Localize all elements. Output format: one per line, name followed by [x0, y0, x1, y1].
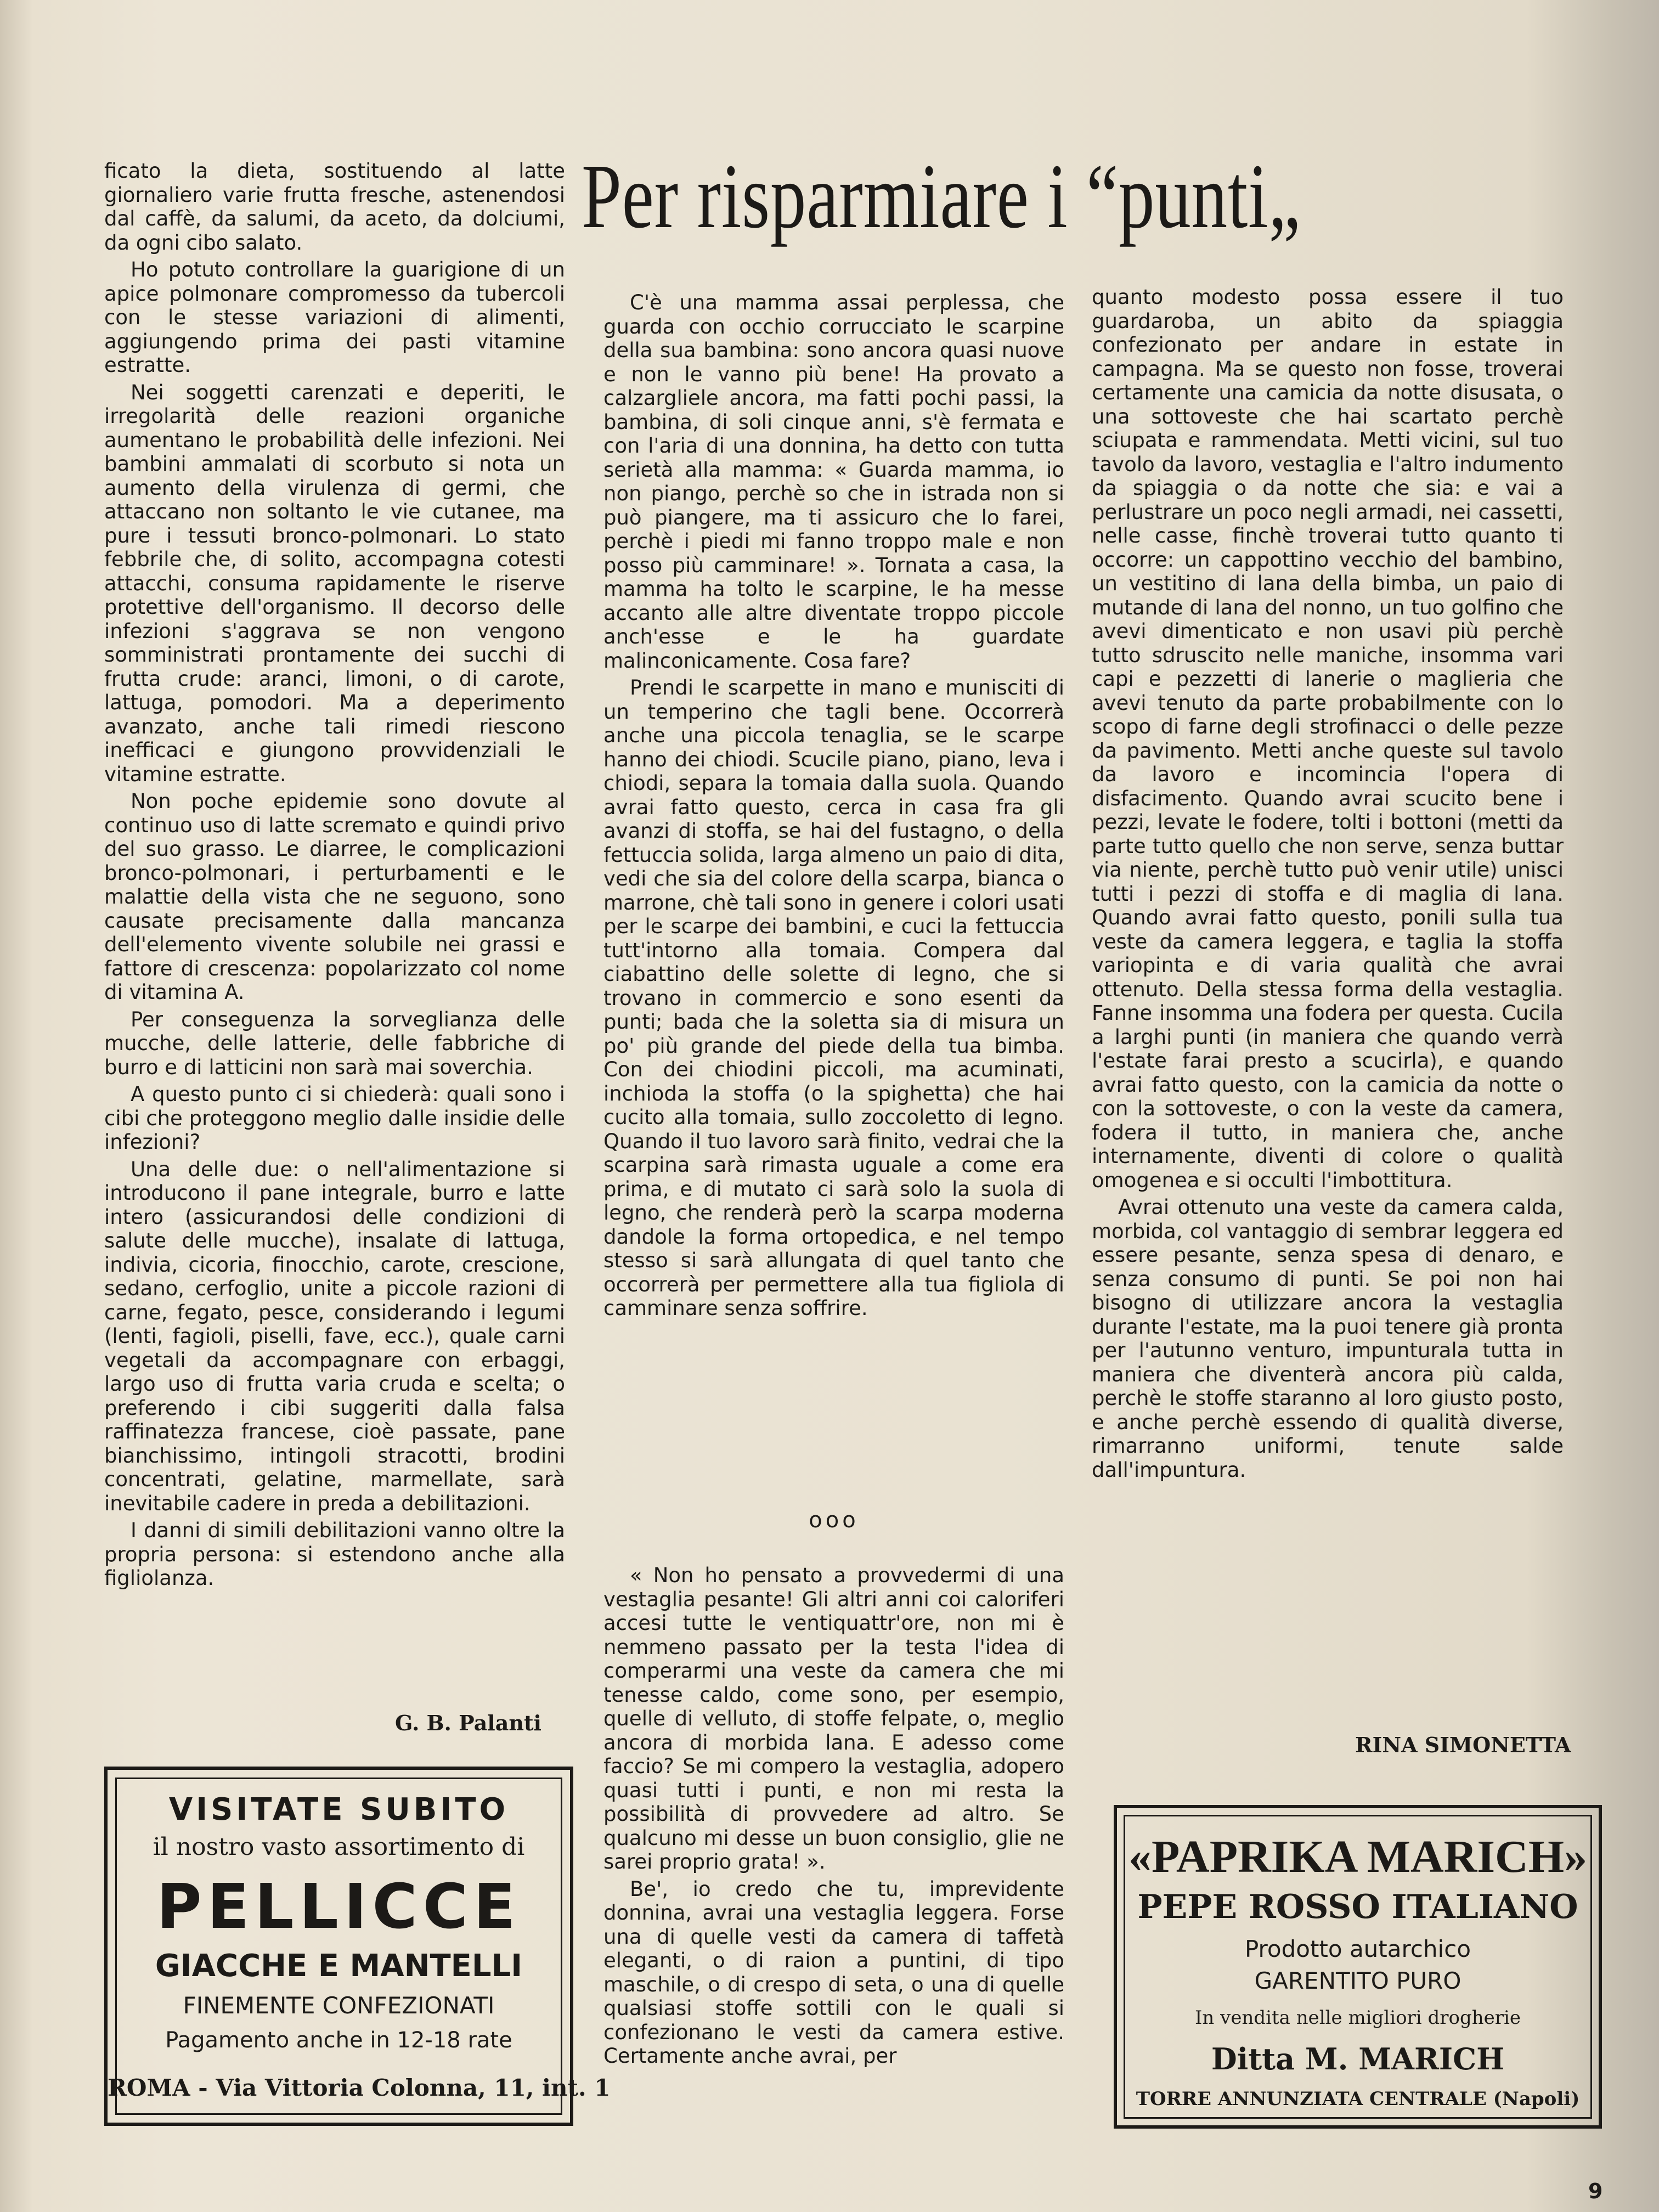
ad-address: ROMA - Via Vittoria Colonna, 11, int. 1: [108, 2074, 611, 2101]
section-separator: ooo: [809, 1508, 859, 1533]
paragraph: Nei soggetti carenzati e deperiti, le irregolarità delle reazioni organiche aumentano le probabilità delle infezioni. Nei bambini ammalati di scorbuto si nota un aumento della virulenza di germi, che attaccano non soltanto le vie cutanee, ma pure i tessuti bronco-polmonari. Lo stato febbrile che, di solito, accompagna cotesti attacchi, consuma rapidamente le riserve protettive dell'organismo. Il decorso delle infezioni s'aggrava se non vengono somministrati prontamente dei succhi di frutta crude: aranci, limoni, o di carote, lattuga, pomodori. Ma a deperimento avanzato, anche tali rimedi riescono inefficaci e giungono provvidenziali le vitamine estratte.: [104, 380, 565, 786]
paragraph: I danni di simili debilitazioni vanno oltre la propria persona: si estendono anche alla figliolanza.: [104, 1519, 565, 1590]
paragraph: Non poche epidemie sono dovute al continuo uso di latte scremato e quindi privo del suo grasso. Le diarree, le complicazioni bronco-polmonari, i perturbamenti e le malattie della vista che ne seguono, sono causate precisamente dalla mancanza dell'elemento vivente solubile nei grassi e fattore di crescenza: popolarizzato col nome di vitamina A.: [104, 789, 565, 1004]
paragraph: quanto modesto possa essere il tuo guardaroba, un abito da spiaggia confezionato per andare in estate in campagna. Ma se questo non fosse, troverai certamente una camicia da notte disusata, o una sottoveste che hai scartato perchè sciupata e rammendata. Metti vicini, sul tuo tavolo da lavoro, vestaglia e l'altro indumento da spiaggia o da notte che sia: e vai a perlustrare un poco negli armadi, nei cassetti, nelle casse, finchè troverai tutto quanto ti occorre: un cappottino vecchio del bambino, un vestitino di lana della bimba, un paio di mutande di lana del nonno, un tuo golfino che avevi dimenticato e non usavi più perchè tutto sdruscito nelle maniche, insomma vari capi e pezzetti di lanerie o maglieria che avevi tenuto da parte probabilmente con lo scopo di farne degli strofinacci o delle pezze da pavimento. Metti anche queste sul tavolo da lavoro e incomincia l'opera di disfacimento. Quando avrai scucito bene i pezzi, levate le fodere, tolti i bottoni (metti da parte tutto quello che non serve, senza buttar via niente, perchè tutto può venir utile) unisci tutti i pezzi di stoffa e di maglia di lana. Quando avrai fatto questo, ponili sulla tua veste da camera leggera, e taglia la stoffa variopinta e di varia qualità che avrai ottenuto. Della stessa forma della vestaglia. Fanne insomma una fodera per questa. Cucila a larghi punti (in maniera che quando verrà l'estate farai presto a scucirla), e quando avrai fatto questo, con la camicia da notte o con la sottoveste, o con la veste da camera, fodera il tutto, in maniera che, anche internamente, diventi di colore o qualità omogenea e si occulti l'imbottitura.: [1092, 285, 1564, 1192]
paragraph: A questo punto ci si chiederà: quali sono i cibi che proteggono meglio dalle insidie delle infezioni?: [104, 1082, 565, 1154]
paragraph: Ho potuto controllare la guarigione di un apice polmonare compromesso da tubercoli con le stesse variazioni di alimenti, aggiungendo prima dei pasti vitamine estratte.: [104, 258, 565, 377]
ad-quality: FINEMENTE CONFEZIONATI: [183, 1992, 495, 2019]
ad-subline: il nostro vasto assortimento di: [153, 1833, 525, 1861]
ad-product: PELLICCE: [156, 1871, 521, 1943]
ad-company: Ditta M. MARICH: [1211, 2041, 1505, 2076]
ad-address: TORRE ANNUNZIATA CENTRALE (Napoli): [1136, 2088, 1580, 2110]
author-signature: RINA SIMONETTA: [1355, 1733, 1571, 1757]
paprika-advertisement: [1114, 1805, 1602, 2129]
ad-products-secondary: GIACCHE E MANTELLI: [155, 1948, 523, 1984]
column-left: [104, 159, 565, 1590]
fur-advertisement: [104, 1767, 611, 2126]
ad-product: PEPE ROSSO ITALIANO: [1137, 1888, 1578, 1926]
ad-payment: Pagamento anche in 12-18 rate: [165, 2028, 512, 2053]
article-title: Per risparmiare i “punti„: [582, 145, 1301, 247]
column-middle: [603, 291, 1064, 1321]
ad-quality: GARENTITO PURO: [1254, 1967, 1462, 1994]
column-middle-lower: [603, 1564, 1064, 2068]
paragraph: Una delle due: o nell'alimentazione si introducono il pane integrale, burro e latte intero (assicurandosi delle condizioni di salute delle mucche), insalate di lattuga, indivia, cicoria, finocchio, carote, crescione, sedano, cerfoglio, unite a piccole razioni di carne, fegato, pesce, considerando i legumi (lenti, fagioli, piselli, fave, ecc.), quale carni vegetali da accompagnare con erbaggi, largo uso di frutta varia cruda e scelta; o preferendo i cibi suggeriti dalla falsa raffinatezza francese, cioè passate, pane bianchissimo, intingoli stracotti, brodini concentrati, gelatine, marmellate, sarà inevitabile cadere in preda a debilitazioni.: [104, 1157, 565, 1515]
author-signature: G. B. Palanti: [395, 1711, 541, 1735]
ad-headline: VISITATE SUBITO: [168, 1792, 509, 1827]
page-number: 9: [1588, 2179, 1603, 2203]
paragraph: Prendi le scarpette in mano e munisciti di un temperino che tagli bene. Occorrerà anche una piccola tenaglia, se le scarpe hanno dei chiodi. Scucile piano, piano, leva i chiodi, separa la tomaia dalla suola. Quando avrai fatto questo, cerca in casa fra gli avanzi di stoffa, se hai del fustagno, o della fettuccia solida, larga almeno un paio di dita, vedi che sia del colore della scarpa, bianca o marrone, chè tali sono in genere i colori usati per le scarpe dei bambini, e cuci la fettuccia tutt'intorno alla tomaia. Compera dal ciabattino delle solette di legno, che si trovano in commercio e sono esenti da punti; bada che la soletta sia di misura un po' più grande del piede della tua bimba. Con dei chiodini piccoli, ma acuminati, inchioda la stoffa (o la spighetta) che hai cucito alla tomaia, sullo zoccoletto di legno. Quando il tuo lavoro sarà finito, vedrai che la scarpina sarà rimasta uguale a come era prima, e di mutato ci sarà solo la suola di legno, che renderà però la scarpa moderna dandole la forma ortopedica, e nel tempo stesso si sarà allungata di quel tanto che occorrerà per permettere alla tua figliola di camminare senza soffrire.: [603, 676, 1064, 1320]
ad-availability: In vendita nelle migliori drogherie: [1195, 2007, 1521, 2029]
paragraph: C'è una mamma assai perplessa, che guarda con occhio corrucciato le scarpine della sua bambina: sono ancora quasi nuove e non le vanno più bene! Ha provato a calzargliele ancora, ma fatti pochi passi, la bambina, di soli cinque anni, s'è fermata e con l'aria di una donnina, ha detto con tutta serietà alla mamma: « Guarda mamma, io non piango, perchè so che in istrada non si può piangere, ma ti assicuro che lo farei, perchè i piedi mi fanno troppo male e non posso più camminare! ». Tornata a casa, la mamma ha tolto le scarpine, le ha messe accanto alle altre diventate troppo piccole anch'esse e le ha guardate malinconicamente. Cosa fare?: [603, 291, 1064, 673]
paragraph: Avrai ottenuto una veste da camera calda, morbida, col vantaggio di sembrar leggera ed essere pesante, senza spesa di denaro, e senza consumo di punti. Se poi non hai bisogno di utilizzare ancora la vestaglia durante l'estate, ma la puoi tenere già pronta per l'autunno venturo, impunturala tutta in maniera che diventerà ancora più calda, perchè le stoffe staranno al loro giusto posto, e anche perchè essendo di qualità diverse, rimarranno uniformi, tenute salde dall'impuntura.: [1092, 1195, 1564, 1482]
paragraph: Be', io credo che tu, imprevidente donnina, avrai una vestaglia leggera. Forse una di quelle vesti da camera di taffetà eleganti, o di raion a puntini, di tipo maschile, o di crespo di seta, o una di quelle qualsiasi stoffe sottili con le quali si confezionano le vesti da camera estive. Certamente anche avrai, per: [603, 1877, 1064, 2068]
paragraph: ficato la dieta, sostituendo al latte giornaliero varie frutta fresche, astenendosi dal caffè, da salumi, da aceto, da dolciumi, da ogni cibo salato.: [104, 159, 565, 255]
ad-claim: Prodotto autarchico: [1244, 1936, 1471, 1962]
paragraph: « Non ho pensato a provvedermi di una vestaglia pesante! Gli altri anni coi caloriferi accesi tutte le ventiquattr'ore, non mi è nemmeno passato per la testa l'idea di comperarmi una veste da camera che mi tenesse caldo, come sono, per esempio, quelle di velluto, di stoffe felpate, o, meglio ancora di morbida lana. E adesso come faccio? Se mi compero la vestaglia, adopero quasi tutti i punti, e non mi resta la possibilità di provvedere ad altro. Se qualcuno mi desse un buon consiglio, glie ne sarei proprio grata! ».: [603, 1564, 1064, 1874]
paragraph: Per conseguenza la sorveglianza delle mucche, delle latterie, delle fabbriche di burro e di latticini non sarà mai soverchia.: [104, 1007, 565, 1079]
column-right: [1092, 285, 1564, 1482]
ad-inner-border: [115, 1778, 562, 2115]
ad-brand: «PAPRIKA MARICH»: [1128, 1831, 1588, 1882]
